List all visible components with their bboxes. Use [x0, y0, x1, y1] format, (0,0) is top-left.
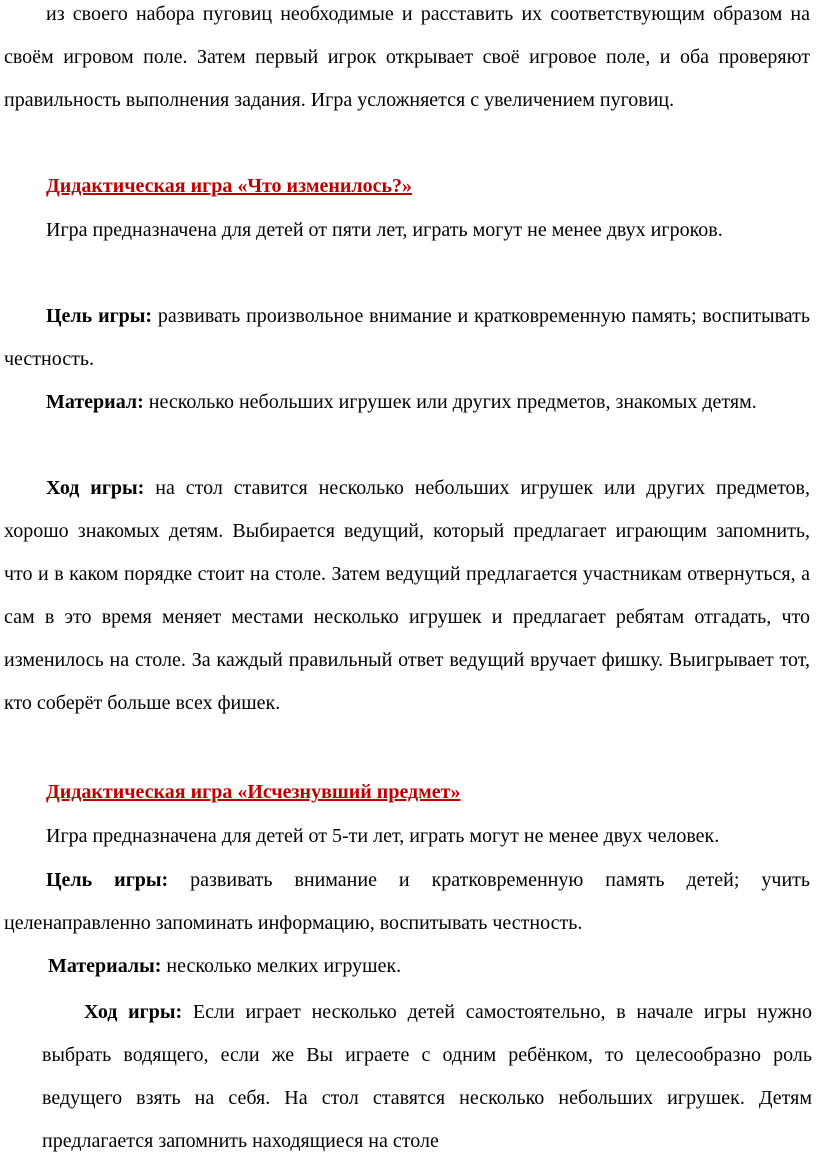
- course-label-2: Ход игры:: [84, 1001, 183, 1023]
- paragraph-buttons-game-end: из своего набора пуговиц необходимые и расставить их соответствующим образом на своём игровом поле. Затем первый игрок открывает своё игровое поле, и оба проверяют правильность выполнения задания. Игра усложняется с увеличением пуговиц.: [4, 3, 810, 111]
- course-label: Ход игры:: [46, 477, 145, 499]
- paragraph-game-course: [4, 467, 810, 725]
- materials-label-2: Материалы:: [48, 955, 162, 977]
- paragraph-goal: [4, 295, 810, 381]
- heading-what-changed: Дидактическая игра «Что изменилось?»: [46, 175, 413, 197]
- course-text: на стол ставится несколько небольших игрушек или других предметов, хорошо знакомых детям. Выбирается ведущий, который предлагает играющим запомнить, что и в каком порядке стоит на столе. Затем ведущий предлагается участникам отвернуться, а сам в это время меняет местами несколько игрушек и предлагает ребятам отгадать, что изменилось на столе. За каждый правильный ответ ведущий вручает фишку. Выигрывает тот, кто соберёт больше всех фишек.: [4, 477, 810, 714]
- paragraph-age-players-2: Игра предназначена для детей от 5-ти лет, играть могут не менее двух человек.: [46, 825, 720, 847]
- heading-missing-object: Дидактическая игра «Исчезнувший предмет»: [46, 781, 461, 803]
- goal-text: развивать произвольное внимание и кратковременную память; воспитывать честность.: [4, 305, 810, 370]
- paragraph-goal-2: [4, 859, 810, 945]
- paragraph-materials-2: [48, 945, 810, 988]
- goal-label-2: Цель игры:: [46, 869, 169, 891]
- goal-text-2: развивать внимание и кратковременную память детей; учить целенаправленно запоминать информацию, воспитывать честность.: [4, 869, 811, 934]
- paragraph-game-course-2: [42, 991, 812, 1163]
- material-text: несколько небольших игрушек или других предметов, знакомых детям.: [143, 391, 757, 413]
- material-label: Материал:: [46, 391, 144, 413]
- paragraph-material: [4, 381, 810, 424]
- materials-text-2: несколько мелких игрушек.: [161, 955, 402, 977]
- goal-label: Цель игры:: [46, 305, 153, 327]
- course-text-2: Если играет несколько детей самостоятельно, в начале игры нужно выбрать водящего, если же Вы играете с одним ребёнком, то целесообразно роль ведущего взять на себя. На стол ставятся несколько небольших игрушек. Детям предлагается запомнить находящиеся на столе: [42, 1001, 812, 1152]
- paragraph-age-players: Игра предназначена для детей от пяти лет, играть могут не менее двух игроков.: [46, 219, 723, 241]
